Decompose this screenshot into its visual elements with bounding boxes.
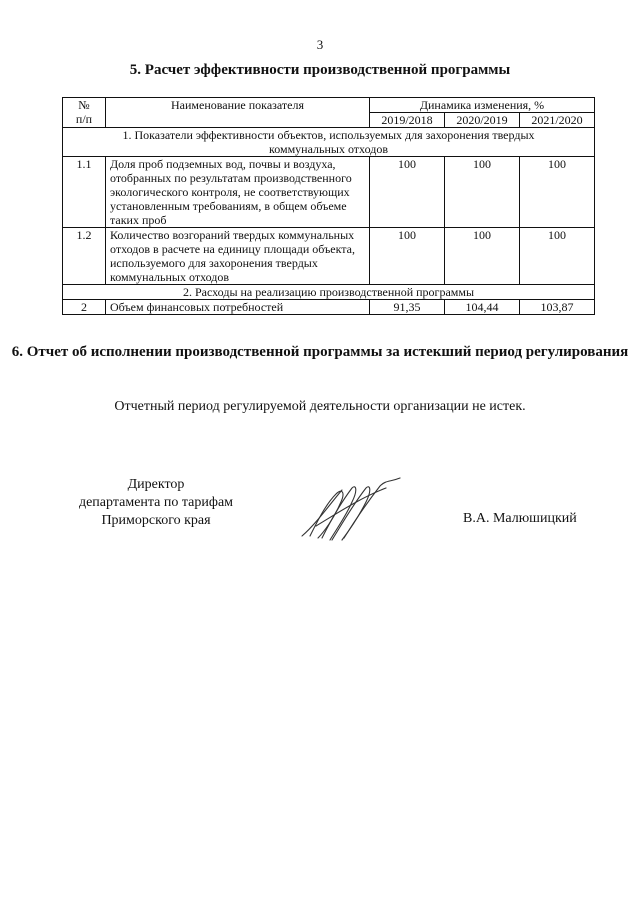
row-value: 91,35	[370, 300, 445, 315]
row-name: Доля проб подземных вод, почвы и воздуха, отобранных по результатам производственного экологического контроля, не соответствующих установленным требованиям, в общем объеме таких проб	[106, 157, 370, 228]
header-period: 2020/2019	[445, 113, 520, 128]
handwritten-signature	[296, 474, 404, 544]
signatory-position-line: Директор	[127, 477, 185, 492]
row-value: 104,44	[445, 300, 520, 315]
header-name: Наименование показателя	[106, 98, 370, 128]
header-dynamics: Динамика изменения, %	[370, 98, 595, 113]
table-group-row	[63, 128, 595, 157]
table-row	[63, 157, 595, 228]
signatory-name: В.А. Малюшицкий	[463, 511, 577, 526]
header-num-line1: №	[78, 98, 90, 112]
row-value: 100	[520, 157, 595, 228]
table-header-row	[63, 98, 595, 113]
header-num-line2: п/п	[75, 112, 93, 126]
signatory-position-line: Приморского края	[101, 513, 211, 528]
row-value: 103,87	[520, 300, 595, 315]
row-name: Количество возгораний твердых коммунальных отходов в расчете на единицу площади объекта, используемого для захоронения твердых коммунальных отходов	[106, 228, 370, 285]
row-num: 1.1	[63, 157, 106, 228]
row-name: Объем финансовых потребностей	[106, 300, 370, 315]
header-period: 2019/2018	[370, 113, 445, 128]
row-num: 1.2	[63, 228, 106, 285]
row-value: 100	[445, 157, 520, 228]
report-text: Отчетный период регулируемой деятельности организации не истек.	[114, 399, 526, 414]
row-value: 100	[370, 228, 445, 285]
signatory-position	[60, 476, 252, 530]
table-group-row	[63, 285, 595, 300]
row-value: 100	[445, 228, 520, 285]
row-value: 100	[520, 228, 595, 285]
section-6-title: 6. Отчет об исполнении производственной программы за истекший период регулирования	[11, 344, 629, 360]
header-period: 2021/2020	[520, 113, 595, 128]
group-1-label: 1. Показатели эффективности объектов, используемых для захоронения твердых коммунальных отходов	[63, 128, 595, 157]
row-value: 100	[370, 157, 445, 228]
section-5-title: 5. Расчет эффективности производственной программы	[129, 62, 511, 78]
table-row	[63, 300, 595, 315]
page-number: 3	[316, 37, 324, 52]
signatory-position-line: департамента по тарифам	[78, 495, 234, 510]
efficiency-table	[62, 97, 595, 315]
table-row	[63, 228, 595, 285]
header-num	[63, 98, 106, 128]
row-num: 2	[63, 300, 106, 315]
group-2-label: 2. Расходы на реализацию производственной программы	[63, 285, 595, 300]
